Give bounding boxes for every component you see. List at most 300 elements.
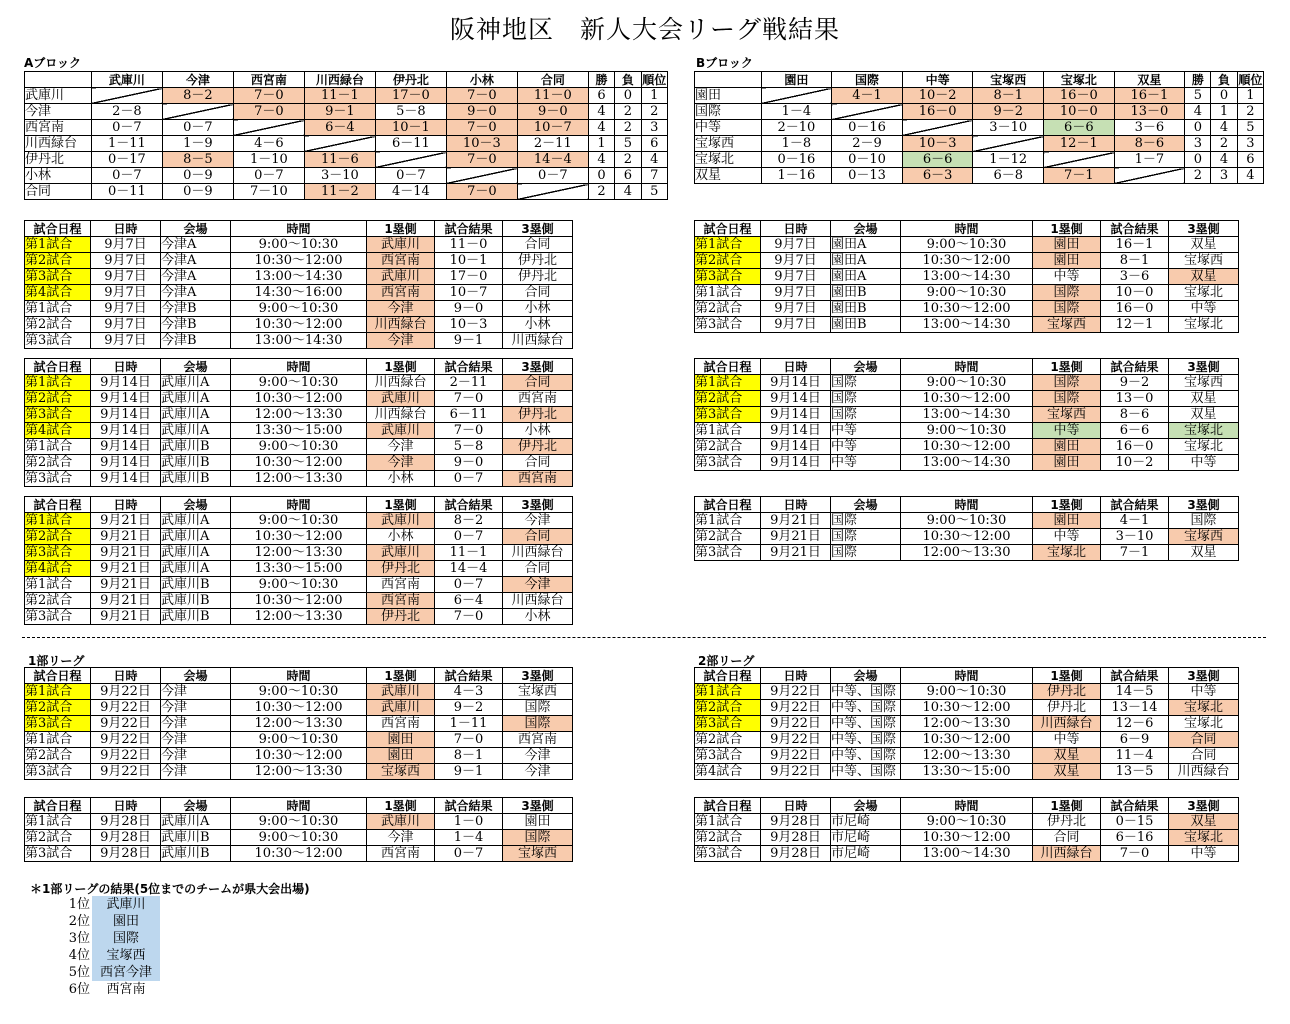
standings-row (695, 152, 1264, 168)
first-base-team: 武庫川 (367, 700, 435, 716)
game-number: 第3試合 (695, 716, 761, 732)
game-date: 9月7日 (761, 237, 831, 253)
third-base-team: 伊丹北 (503, 407, 573, 423)
score-cell: 9－0 (446, 104, 517, 120)
score-cell: 16－1 (1114, 88, 1185, 104)
score-cell: 0－16 (832, 120, 903, 136)
third-base-team: 西宮南 (503, 471, 573, 487)
rank-cell: 5 (641, 184, 667, 200)
column-header: 1塁側 (367, 497, 435, 513)
column-header: 会場 (161, 221, 231, 237)
schedule-table-a-sep14 (24, 358, 573, 487)
column-header: 会場 (831, 221, 901, 237)
score-cell: 0－9 (162, 168, 233, 184)
column-header: 試合結果 (435, 798, 503, 814)
game-venue: 今津B (161, 333, 231, 349)
losses-cell: 5 (615, 136, 641, 152)
game-time: 10:30～12:00 (231, 529, 367, 545)
game-row (695, 814, 1239, 830)
first-base-team: 川西緑台 (367, 375, 435, 391)
losses-cell: 1 (1211, 104, 1237, 120)
score-cell: 17－0 (375, 88, 446, 104)
game-row (25, 237, 573, 253)
game-number: 第3試合 (695, 748, 761, 764)
game-number: 第3試合 (25, 764, 91, 780)
game-number: 第1試合 (695, 814, 761, 830)
game-row (695, 748, 1239, 764)
rank-cell: 6 (641, 136, 667, 152)
game-time: 10:30～12:00 (901, 253, 1033, 269)
first-base-team: 園田 (1033, 455, 1101, 471)
game-score: 0－7 (435, 846, 503, 862)
game-time: 10:30～12:00 (231, 593, 367, 609)
score-cell: 10－1 (375, 120, 446, 136)
score-cell: 14－4 (517, 152, 588, 168)
game-venue: 武庫川A (161, 375, 231, 391)
game-venue: 国際 (831, 513, 901, 529)
game-time: 9:00～10:30 (231, 513, 367, 529)
game-date: 9月21日 (761, 529, 831, 545)
game-score: 6－4 (435, 593, 503, 609)
score-cell: 0－9 (162, 184, 233, 200)
column-header: 3塁側 (1169, 668, 1239, 684)
score-cell: 10－0 (1044, 104, 1115, 120)
game-score: 14－4 (435, 561, 503, 577)
game-time: 10:30～12:00 (231, 253, 367, 269)
game-score: 9－2 (1101, 375, 1169, 391)
score-cell: 6－8 (973, 168, 1044, 184)
score-cell: 1－11 (91, 136, 162, 152)
game-row (695, 439, 1239, 455)
column-header: 3塁側 (1169, 798, 1239, 814)
first-base-team: 今津 (367, 455, 435, 471)
losses-cell: 3 (1211, 168, 1237, 184)
game-time: 14:30～16:00 (231, 285, 367, 301)
column-header: 負 (615, 72, 641, 88)
first-base-team: 園田 (1033, 237, 1101, 253)
team-name: 川西緑台 (25, 136, 92, 152)
game-date: 9月7日 (91, 237, 161, 253)
rank-cell: 3 (641, 120, 667, 136)
corner-cell (695, 72, 762, 88)
score-cell: 1－10 (233, 152, 304, 168)
schedule-table-b-sep7 (694, 220, 1239, 333)
standings-row (695, 120, 1264, 136)
column-header: 3塁側 (503, 359, 573, 375)
schedule-header-row (695, 359, 1239, 375)
game-date: 9月7日 (761, 253, 831, 269)
game-score: 1－11 (435, 716, 503, 732)
wins-cell: 0 (588, 168, 614, 184)
first-base-team: 中等 (1033, 423, 1101, 439)
game-time: 13:30～15:00 (901, 764, 1033, 780)
score-cell: 7－1 (1044, 168, 1115, 184)
game-venue: 武庫川B (161, 830, 231, 846)
game-row (695, 513, 1239, 529)
diagonal-cell (375, 152, 446, 168)
game-venue: 武庫川A (161, 407, 231, 423)
column-header: 時間 (901, 798, 1033, 814)
game-time: 10:30～12:00 (901, 391, 1033, 407)
losses-cell: 2 (1211, 136, 1237, 152)
game-row (25, 375, 573, 391)
column-header: 時間 (231, 497, 367, 513)
standings-row (25, 120, 668, 136)
game-date: 9月14日 (761, 455, 831, 471)
game-time: 9:00～10:30 (901, 285, 1033, 301)
column-header: 試合日程 (25, 668, 91, 684)
wins-cell: 4 (588, 104, 614, 120)
first-base-team: 川西緑台 (1033, 716, 1101, 732)
game-row (695, 846, 1239, 862)
game-number: 第2試合 (25, 253, 91, 269)
score-cell: 12－1 (1044, 136, 1115, 152)
game-number: 第1試合 (25, 577, 91, 593)
ranking-row (60, 896, 160, 913)
game-time: 12:00～13:30 (231, 407, 367, 423)
first-base-team: 川西緑台 (1033, 846, 1101, 862)
column-header: 試合結果 (1101, 221, 1169, 237)
game-venue: 中等 (831, 423, 901, 439)
game-time: 9:00～10:30 (901, 513, 1033, 529)
column-header: 3塁側 (1169, 359, 1239, 375)
game-date: 9月28日 (761, 830, 831, 846)
column-header: 時間 (231, 668, 367, 684)
column-header: 試合結果 (435, 221, 503, 237)
game-number: 第1試合 (25, 237, 91, 253)
game-score: 0－15 (1101, 814, 1169, 830)
game-date: 9月7日 (91, 285, 161, 301)
first-base-team: 武庫川 (367, 545, 435, 561)
column-header: 3塁側 (503, 668, 573, 684)
game-score: 13－14 (1101, 700, 1169, 716)
game-venue: 今津 (161, 748, 231, 764)
game-number: 第1試合 (25, 301, 91, 317)
game-time: 10:30～12:00 (901, 830, 1033, 846)
game-score: 13－5 (1101, 764, 1169, 780)
score-cell: 11－1 (304, 88, 375, 104)
first-base-team: 西宮南 (367, 577, 435, 593)
column-header: 時間 (901, 359, 1033, 375)
game-score: 4－1 (1101, 513, 1169, 529)
game-number: 第1試合 (695, 237, 761, 253)
wins-cell: 4 (588, 120, 614, 136)
third-base-team: 小林 (503, 301, 573, 317)
game-number: 第3試合 (695, 846, 761, 862)
team-name: 中等 (695, 120, 762, 136)
column-header: 会場 (831, 668, 901, 684)
score-cell: 1－8 (761, 136, 832, 152)
game-score: 8－2 (435, 513, 503, 529)
third-base-team: 合同 (1169, 732, 1239, 748)
game-number: 第4試合 (25, 423, 91, 439)
team-name: 宝塚西 (695, 136, 762, 152)
game-score: 14－5 (1101, 684, 1169, 700)
game-number: 第2試合 (695, 391, 761, 407)
third-base-team: 川西緑台 (503, 545, 573, 561)
game-row (695, 253, 1239, 269)
column-header: 会場 (831, 497, 901, 513)
game-date: 9月28日 (91, 846, 161, 862)
third-base-team: 合同 (503, 455, 573, 471)
score-cell: 9－0 (517, 104, 588, 120)
game-venue: 武庫川A (161, 513, 231, 529)
schedule-table-b-sep21 (694, 496, 1239, 561)
ranking-position: 3位 (68, 931, 90, 946)
game-venue: 武庫川B (161, 609, 231, 625)
first-base-team: 伊丹北 (1033, 700, 1101, 716)
game-score: 10－3 (435, 317, 503, 333)
game-number: 第1試合 (25, 732, 91, 748)
score-cell: 7－0 (233, 104, 304, 120)
first-base-team: 武庫川 (367, 391, 435, 407)
losses-cell: 2 (615, 120, 641, 136)
game-score: 12－1 (1101, 317, 1169, 333)
game-number: 第3試合 (695, 407, 761, 423)
rank-cell: 4 (1237, 168, 1263, 184)
first-base-team: 武庫川 (367, 814, 435, 830)
score-cell: 1－4 (761, 104, 832, 120)
game-score: 16－1 (1101, 237, 1169, 253)
column-header: 1塁側 (367, 798, 435, 814)
game-score: 11－0 (435, 237, 503, 253)
game-venue: 今津A (161, 253, 231, 269)
game-date: 9月21日 (91, 545, 161, 561)
first-base-team: 今津 (367, 301, 435, 317)
third-base-team: 伊丹北 (503, 253, 573, 269)
losses-cell: 6 (615, 168, 641, 184)
column-header: 日時 (761, 221, 831, 237)
score-cell: 8－1 (973, 88, 1044, 104)
column-header: 試合結果 (1101, 798, 1169, 814)
third-base-team: 中等 (1169, 684, 1239, 700)
score-cell: 10－3 (902, 136, 973, 152)
game-venue: 中等 (831, 455, 901, 471)
third-base-team: 国際 (503, 830, 573, 846)
game-score: 8－6 (1101, 407, 1169, 423)
team-name: 合同 (25, 184, 92, 200)
game-date: 9月14日 (91, 407, 161, 423)
wins-cell: 3 (1185, 136, 1211, 152)
column-header: 日時 (91, 359, 161, 375)
first-base-team: 武庫川 (367, 237, 435, 253)
game-score: 10－2 (1101, 455, 1169, 471)
game-score: 9－1 (435, 333, 503, 349)
game-number: 第2試合 (25, 529, 91, 545)
diagonal-cell (902, 120, 973, 136)
game-number: 第4試合 (695, 764, 761, 780)
third-base-team: 宝塚西 (1169, 253, 1239, 269)
score-cell: 7－10 (233, 184, 304, 200)
score-cell: 6－4 (304, 120, 375, 136)
game-score: 0－7 (435, 529, 503, 545)
column-header: 日時 (91, 668, 161, 684)
ranking-team: 西宮今津 (92, 964, 160, 981)
third-base-team: 宝塚西 (503, 684, 573, 700)
score-cell: 7－0 (446, 88, 517, 104)
column-header: 西宮南 (233, 72, 304, 88)
game-number: 第2試合 (25, 593, 91, 609)
game-score: 6－9 (1101, 732, 1169, 748)
game-time: 10:30～12:00 (231, 846, 367, 862)
third-base-team: 宝塚北 (1169, 317, 1239, 333)
game-score: 10－1 (435, 253, 503, 269)
column-header: 時間 (231, 221, 367, 237)
game-time: 9:00～10:30 (231, 830, 367, 846)
rank-cell: 7 (641, 168, 667, 184)
game-number: 第2試合 (25, 748, 91, 764)
score-cell: 0－7 (517, 168, 588, 184)
first-base-team: 園田 (367, 732, 435, 748)
score-cell: 11－2 (304, 184, 375, 200)
column-header: 時間 (901, 668, 1033, 684)
third-base-team: 宝塚北 (1169, 716, 1239, 732)
score-cell: 10－7 (517, 120, 588, 136)
game-number: 第2試合 (25, 317, 91, 333)
game-score: 7－0 (435, 423, 503, 439)
game-time: 13:00～14:30 (901, 317, 1033, 333)
game-number: 第1試合 (695, 285, 761, 301)
first-base-team: 国際 (1033, 375, 1101, 391)
score-cell: 7－0 (446, 184, 517, 200)
game-number: 第1試合 (695, 513, 761, 529)
score-cell: 6－3 (902, 168, 973, 184)
score-cell: 0－17 (91, 152, 162, 168)
game-row (695, 391, 1239, 407)
column-header: 1塁側 (367, 668, 435, 684)
game-time: 9:00～10:30 (231, 237, 367, 253)
column-header: 会場 (161, 359, 231, 375)
game-row (25, 407, 573, 423)
game-row (25, 732, 573, 748)
game-date: 9月28日 (91, 814, 161, 830)
schedule-table-b-sep14 (694, 358, 1239, 471)
game-venue: 今津 (161, 700, 231, 716)
game-score: 11－4 (1101, 748, 1169, 764)
game-score: 8－1 (1101, 253, 1169, 269)
game-date: 9月7日 (91, 269, 161, 285)
game-score: 13－0 (1101, 391, 1169, 407)
schedule-header-row (695, 221, 1239, 237)
first-base-team: 園田 (367, 748, 435, 764)
schedule-table-league2-sep28 (694, 797, 1239, 862)
game-score: 1－4 (435, 830, 503, 846)
column-header: 試合結果 (435, 668, 503, 684)
game-venue: 市尼崎 (831, 814, 901, 830)
game-score: 9－2 (435, 700, 503, 716)
third-base-team: 中等 (1169, 846, 1239, 862)
column-header: 川西緑台 (304, 72, 375, 88)
game-venue: 武庫川B (161, 439, 231, 455)
game-number: 第3試合 (25, 407, 91, 423)
standings-row (25, 152, 668, 168)
game-row (25, 684, 573, 700)
game-score: 6－6 (1101, 423, 1169, 439)
game-venue: 武庫川A (161, 814, 231, 830)
ranking-position: 6位 (68, 982, 90, 997)
game-time: 12:00～13:30 (231, 545, 367, 561)
game-venue: 武庫川A (161, 561, 231, 577)
game-time: 12:00～13:30 (231, 609, 367, 625)
first-base-team: 川西緑台 (367, 407, 435, 423)
third-base-team: 合同 (503, 561, 573, 577)
first-base-team: 双星 (1033, 764, 1101, 780)
game-score: 17－0 (435, 269, 503, 285)
schedule-header-row (25, 221, 573, 237)
score-cell: 6－6 (902, 152, 973, 168)
game-venue: 今津A (161, 285, 231, 301)
game-date: 9月22日 (761, 732, 831, 748)
column-header: 日時 (761, 359, 831, 375)
game-venue: 今津 (161, 732, 231, 748)
game-score: 7－0 (435, 609, 503, 625)
ranking-row (60, 964, 160, 981)
game-row (25, 748, 573, 764)
column-header: 伊丹北 (375, 72, 446, 88)
first-base-team: 宝塚西 (367, 764, 435, 780)
game-row (695, 423, 1239, 439)
score-cell: 7－0 (446, 152, 517, 168)
game-venue: 今津 (161, 716, 231, 732)
column-header: 試合日程 (25, 359, 91, 375)
game-row (25, 513, 573, 529)
game-row (695, 317, 1239, 333)
diagonal-cell (517, 184, 588, 200)
third-base-team: 合同 (503, 375, 573, 391)
game-row (695, 545, 1239, 561)
final-ranking-list (60, 896, 160, 998)
game-number: 第3試合 (25, 333, 91, 349)
standings-row (695, 88, 1264, 104)
game-date: 9月21日 (91, 513, 161, 529)
team-name: 園田 (695, 88, 762, 104)
score-cell: 3－10 (973, 120, 1044, 136)
column-header: 日時 (761, 497, 831, 513)
league2-label: 2部リーグ (698, 654, 755, 668)
ranking-team: 国際 (92, 930, 160, 947)
first-base-team: 中等 (1033, 269, 1101, 285)
score-cell: 2－11 (517, 136, 588, 152)
diagonal-cell (304, 136, 375, 152)
game-time: 10:30～12:00 (901, 301, 1033, 317)
game-number: 第1試合 (25, 513, 91, 529)
game-number: 第4試合 (25, 285, 91, 301)
game-time: 10:30～12:00 (231, 700, 367, 716)
game-date: 9月7日 (91, 333, 161, 349)
column-header: 会場 (161, 668, 231, 684)
first-base-team: 国際 (1033, 391, 1101, 407)
team-name: 西宮南 (25, 120, 92, 136)
game-venue: 武庫川A (161, 423, 231, 439)
score-cell: 9－2 (973, 104, 1044, 120)
diagonal-cell (832, 104, 903, 120)
game-date: 9月14日 (91, 439, 161, 455)
ranking-team: 宝塚西 (92, 947, 160, 964)
third-base-team: 合同 (503, 285, 573, 301)
first-base-team: 双星 (1033, 748, 1101, 764)
standings-row (25, 168, 668, 184)
game-row (25, 545, 573, 561)
game-venue: 国際 (831, 529, 901, 545)
column-header: 順位 (642, 72, 667, 87)
standings-row (695, 136, 1264, 152)
score-cell: 3－6 (1114, 120, 1185, 136)
game-row (25, 561, 573, 577)
game-number: 第3試合 (695, 545, 761, 561)
rank-cell: 5 (1237, 120, 1263, 136)
game-number: 第1試合 (695, 684, 761, 700)
column-header: 試合日程 (25, 497, 91, 513)
